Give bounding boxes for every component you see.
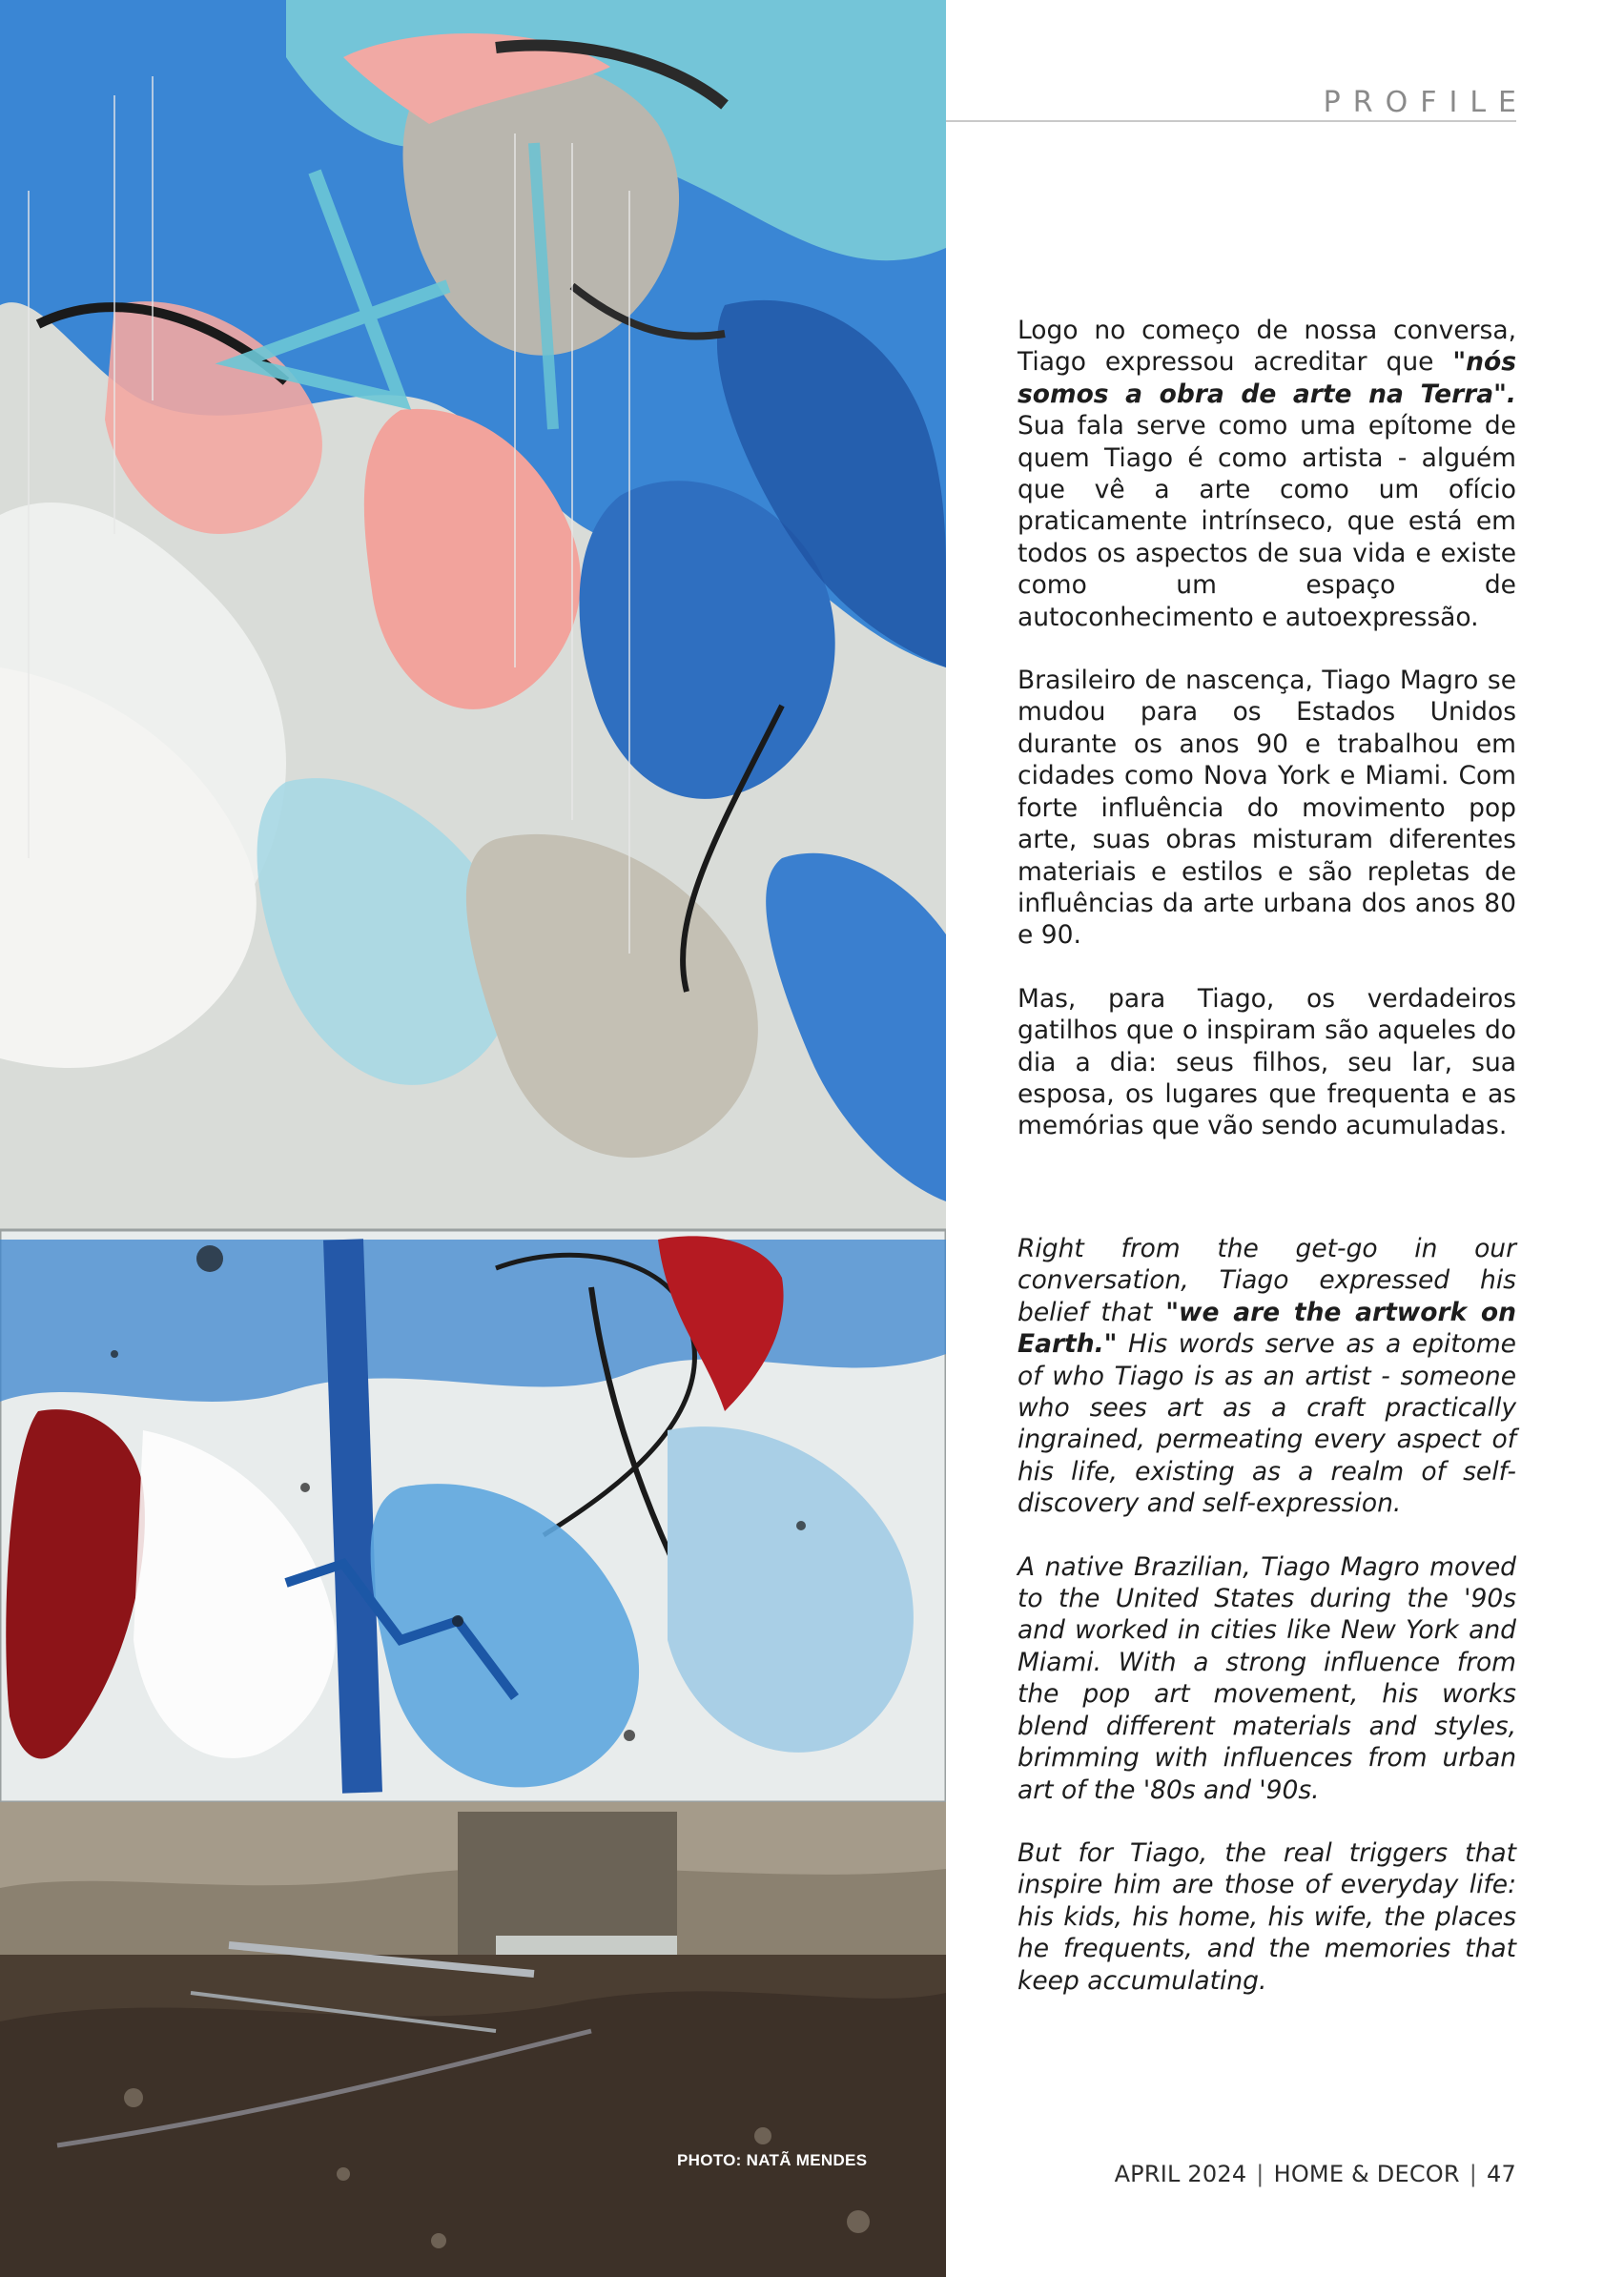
pull-quote: "nós somos a obra de arte na Terra". [1018,347,1516,409]
pull-quote: "we are the artwork on Earth." [1018,1297,1516,1360]
paragraph-text: Right from the get-go in our conversation, Tiago expressed his belief that [1018,1234,1516,1327]
photo-credit: PHOTO: NATÃ MENDES [677,2151,868,2169]
article-english [1018,1233,1516,2028]
issue-date: APRIL 2024 [1114,2161,1247,2187]
footer-separator: | [1469,2161,1478,2187]
article-paragraph: Brasileiro de nascença, Tiago Magro se mudou para os Estados Unidos durante os anos 90 e trabalhou em cidades como Nova York e Miami. Com forte influência do movimento pop arte, suas obras misturam diferentes materiais e estilos e são repletas de influências da arte urbana dos anos 80 e 90. [1018,666,1516,951]
page-number: 47 [1487,2161,1516,2187]
paragraph-text: His words serve as a epitome of who Tiago is as an artist - someone who sees art as a craft practically ingrained, permeating every aspect of his life, existing as a realm of self-discovery and self-expression. [1018,1329,1516,1519]
paragraph-text: Sua fala serve como uma epítome de quem Tiago é como artista - alguém que vê a arte como um ofício praticamente intrínseco, que está em todos os aspectos de sua vida e existe como um espaço de autoconhecimento e autoexpressão. [1018,411,1516,632]
article-paragraph: Mas, para Tiago, os verdadeiros gatilhos que o inspiram são aqueles do dia a dia: seus filhos, seu lar, sua esposa, os lugares que frequenta e as memórias que vão sendo acumuladas. [1018,983,1516,1141]
footer-separator: | [1256,2161,1264,2187]
header-rule [946,120,1516,122]
magazine-name: HOME & DECOR [1273,2161,1460,2187]
article-paragraph: A native Brazilian, Tiago Magro moved to the United States during the '90s and worked in cities like New York and Miami. With a strong influence from the pop art movement, his works blend different materials and styles, brimming with influences from urban art of the '80s and '90s. [1018,1551,1516,1805]
paragraph-text: Logo no começo de nossa conversa, Tiago expressou acreditar que [1018,316,1516,378]
section-label: PROFILE [1323,86,1529,119]
article-paragraph [1018,315,1516,633]
article-portuguese [1018,315,1516,1174]
page-footer [1115,2161,1516,2187]
article-paragraph [1018,1233,1516,1520]
article-paragraph: But for Tiago, the real triggers that inspire him are those of everyday life: his kids, his home, his wife, the places he frequents, and the memories that keep accumulating. [1018,1837,1516,1996]
